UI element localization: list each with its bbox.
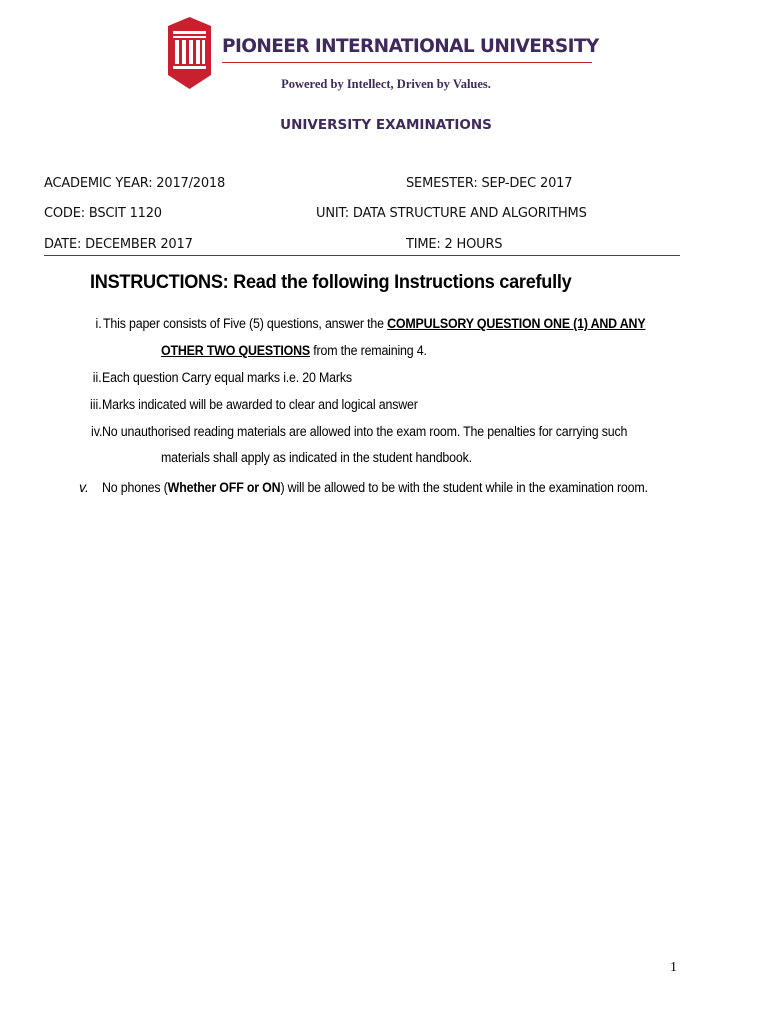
item-number: iii. (90, 397, 102, 412)
item-number: i. (95, 316, 102, 331)
university-name: PIONEER INTERNATIONAL UNIVERSITY (222, 36, 599, 57)
instruction-text: from the remaining 4. (309, 343, 427, 358)
unit-name: UNIT: DATA STRUCTURE AND ALGORITHMS (316, 206, 587, 221)
instruction-item-3: Marks indicated will be awarded to clear and logical answer (102, 397, 418, 412)
exam-time: TIME: 2 HOURS (406, 237, 503, 252)
instruction-text: No phones ( (102, 480, 168, 495)
instruction-emphasis: COMPULSORY QUESTION ONE (1) AND ANY (387, 316, 646, 331)
meta-divider (44, 255, 680, 256)
instruction-emphasis: Whether OFF or ON (167, 480, 281, 495)
academic-year: ACADEMIC YEAR: 2017/2018 (44, 176, 226, 191)
instruction-item-1 (103, 316, 645, 331)
instructions-heading: INSTRUCTIONS: Read the following Instructions carefully (90, 271, 572, 293)
exam-date: DATE: DECEMBER 2017 (44, 237, 193, 252)
instruction-item-2: Each question Carry equal marks i.e. 20 Marks (102, 370, 352, 385)
page-number: 1 (670, 960, 677, 975)
exam-title: UNIVERSITY EXAMINATIONS (280, 117, 492, 133)
instruction-text: This paper consists of Five (5) questions, answer the (103, 316, 388, 331)
tagline: Powered by Intellect, Driven by Values. (281, 77, 491, 91)
unit-code: CODE: BSCIT 1120 (44, 206, 162, 221)
instruction-item-4: No unauthorised reading materials are allowed into the exam room. The penalties for carrying such (102, 424, 628, 439)
instruction-item-5 (102, 480, 648, 495)
instruction-emphasis: OTHER TWO QUESTIONS (161, 343, 310, 358)
semester: SEMESTER: SEP-DEC 2017 (406, 176, 573, 191)
item-number: v. (79, 479, 89, 495)
university-name-rule (222, 62, 592, 63)
item-number: ii. (93, 370, 102, 385)
instruction-item-4-continued: materials shall apply as indicated in the student handbook. (161, 450, 472, 465)
instruction-text: ) will be allowed to be with the student while in the examination room. (280, 480, 648, 495)
instruction-item-1-continued (161, 343, 427, 358)
item-number: iv. (90, 424, 102, 439)
